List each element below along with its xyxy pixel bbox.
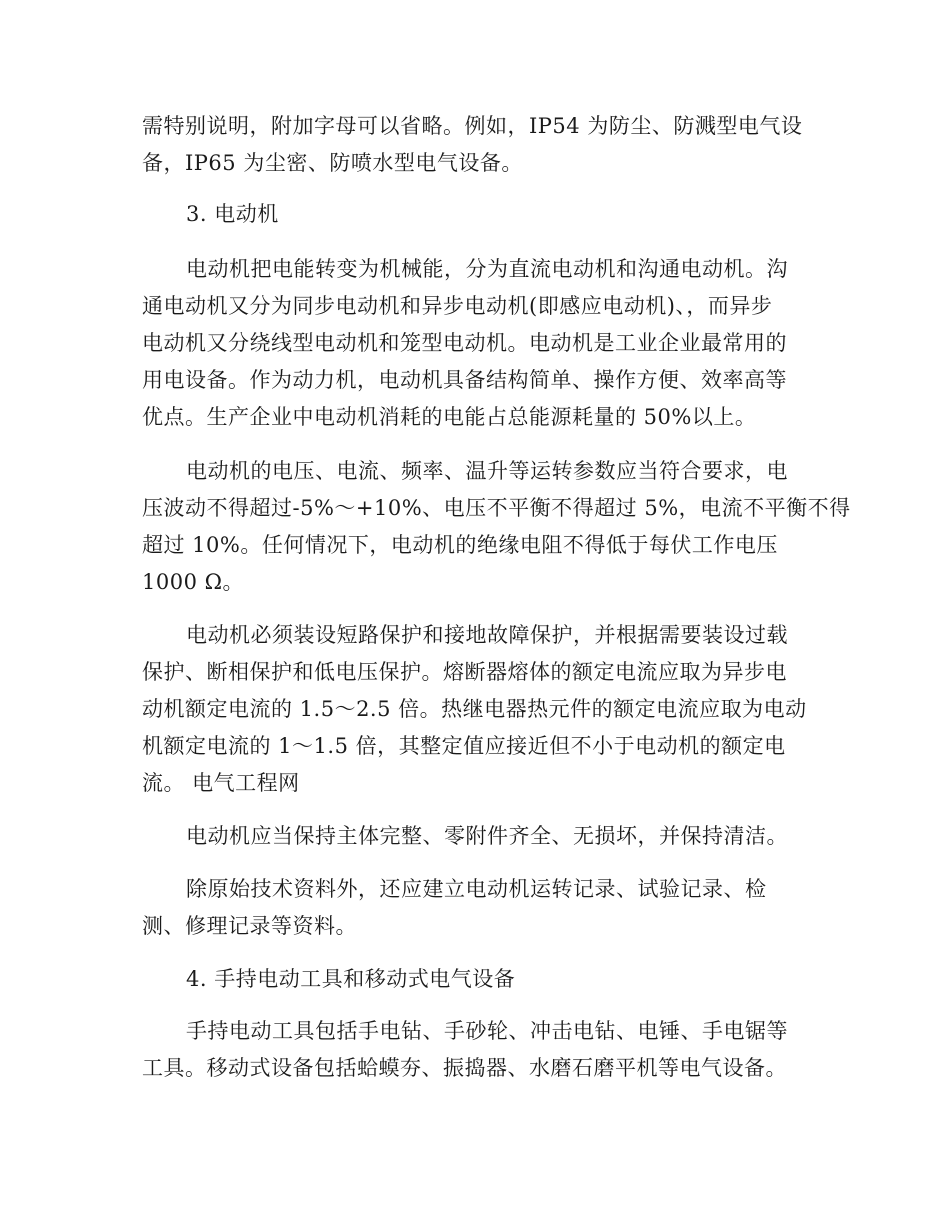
paragraph-motor-intro: [142, 251, 810, 436]
paragraph-line: 用电设备。作为动力机，电动机具备结构简单、操作方便、效率高等: [142, 368, 787, 392]
paragraph-motor-maintenance: [142, 818, 810, 855]
paragraph-line: 除原始技术资料外，还应建立电动机运转记录、试验记录、检: [186, 877, 767, 901]
paragraph-line: 压波动不得超过-5%～+10%、电压不平衡不得超过 5%，电流不平衡不得: [142, 496, 851, 520]
paragraph-motor-records: [142, 871, 810, 945]
section-heading-handheld-tools: [142, 961, 810, 998]
paragraph-line: 手持电动工具包括手电钻、手砂轮、冲击电钻、电锤、手电锯等: [186, 1019, 788, 1043]
section-heading-text: 4. 手持电动工具和移动式电气设备: [186, 967, 516, 991]
paragraph-line: 测、修理记录等资料。: [142, 914, 357, 938]
paragraph-line: 动机额定电流的 1.5～2.5 倍。热继电器热元件的额定电流应取为电动: [142, 697, 807, 721]
paragraph-ip-rating-note: [142, 108, 810, 182]
paragraph-handheld-tools: [142, 1013, 810, 1087]
section-heading-text: 3. 电动机: [186, 202, 279, 226]
paragraph-line: 电动机必须装设短路保护和接地故障保护，并根据需要装设过载: [186, 623, 788, 647]
paragraph-line: 超过 10%。任何情况下，电动机的绝缘电阻不得低于每伏工作电压: [142, 533, 778, 557]
paragraph-line: 机额定电流的 1～1.5 倍，其整定值应接近但不小于电动机的额定电: [142, 734, 786, 758]
paragraph-motor-parameters: [142, 453, 851, 601]
paragraph-line: 1000 Ω。: [142, 570, 245, 594]
paragraph-line: 电动机应当保持主体完整、零附件齐全、无损坏，并保持清洁。: [186, 824, 788, 848]
paragraph-line: 电动机的电压、电流、频率、温升等运转参数应当符合要求，电: [186, 459, 788, 483]
paragraph-line: 电动机把电能转变为机械能，分为直流电动机和沟通电动机。沟: [186, 257, 788, 281]
paragraph-line: 优点。生产企业中电动机消耗的电能占总能源耗量的 50%以上。: [142, 405, 757, 429]
paragraph-motor-protection: [142, 617, 810, 802]
paragraph-line: 电动机又分绕线型电动机和笼型电动机。电动机是工业企业最常用的: [142, 331, 787, 355]
paragraph-line: 通电动机又分为同步电动机和异步电动机(即感应电动机)、，而异步: [142, 294, 773, 318]
paragraph-line: 需特别说明，附加字母可以省略。例如，IP54 为防尘、防溅型电气设: [142, 114, 803, 138]
paragraph-line: 工具。移动式设备包括蛤蟆夯、振捣器、水磨石磨平机等电气设备。: [142, 1056, 787, 1080]
paragraph-line: 流。 电气工程网: [142, 771, 300, 795]
section-heading-motor: [142, 196, 810, 233]
paragraph-line: 保护、断相保护和低电压保护。熔断器熔体的额定电流应取为异步电: [142, 660, 787, 684]
paragraph-line: 备，IP65 为尘密、防喷水型电气设备。: [142, 151, 523, 175]
